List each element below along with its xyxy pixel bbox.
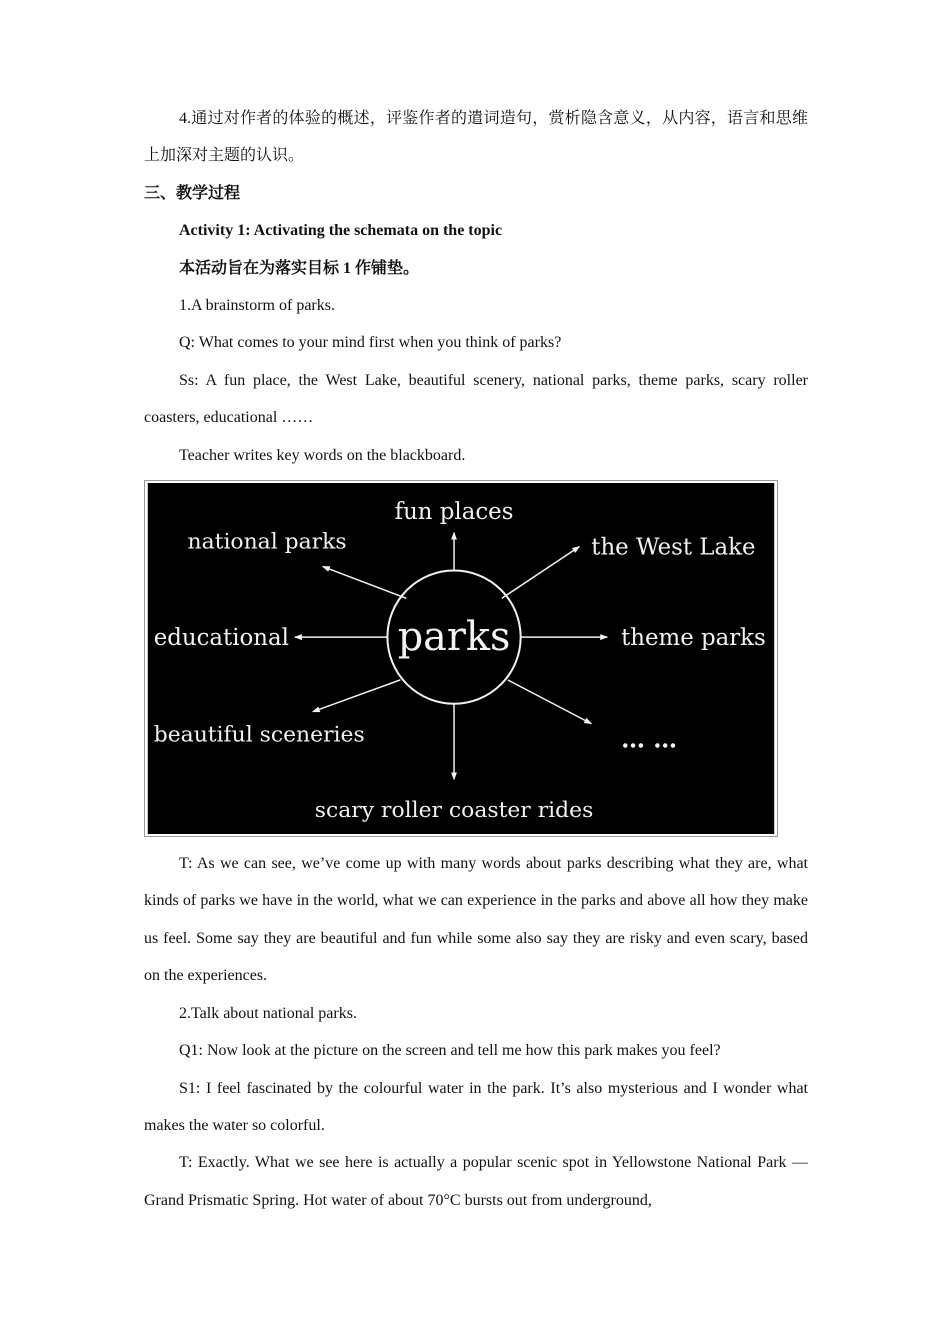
branch-top-right-label: the West Lake (591, 534, 756, 561)
teacher-yellowstone-paragraph: T: Exactly. What we see here is actually a popular scenic spot in Yellowstone National Park — Grand Prismatic Spring. Hot water of about 70°C bursts out from underground, (144, 1154, 808, 1209)
branch-bottom-right-label: … … (621, 725, 678, 754)
students-answer-paragraph: Ss: A fun place, the West Lake, beautiful scenery, national parks, theme parks, scary roller coasters, educational …… (144, 371, 808, 427)
mindmap-diagram (147, 483, 775, 834)
teacher-summary-paragraph: T: As we can see, we’ve come up with many words about parks describing what they are, what kinds of parks we have in the world, what we can experience in the parks and above all how they make us feel. Some say they are beautiful and fun while some also say they are risky and even scary, based on the experiences. (144, 855, 808, 985)
mindmap-figure (144, 480, 778, 837)
goal-4-paragraph: 4.通过对作者的体验的概述，评鉴作者的遣词造句，赏析隐含意义，从内容，语言和思维上加深对主题的认识。 (144, 110, 808, 165)
branch-bottom-left-label: beautiful sceneries (153, 722, 365, 748)
question-paragraph: Q: What comes to your mind first when you think of parks? (179, 334, 562, 352)
q1-paragraph: Q1: Now look at the picture on the screen and tell me how this park makes you feel? (179, 1042, 721, 1060)
teacher-note-paragraph: Teacher writes key words on the blackboard. (179, 446, 466, 464)
branch-right-label: theme parks (621, 625, 766, 652)
center-label: parks (397, 614, 511, 661)
branch-bottom-label: scary roller coaster rides (314, 798, 594, 824)
section-heading: 三、教学过程 (144, 184, 241, 202)
text-block-top (144, 100, 808, 474)
text-block-bottom (144, 845, 808, 1219)
document-page (144, 100, 808, 1219)
s1-paragraph: S1: I feel fascinated by the colourful water in the park. It’s also mysterious and I wonder what makes the water so colorful. (144, 1079, 808, 1134)
branch-top-left-label: national parks (187, 529, 347, 555)
talk-national-parks-paragraph: 2.Talk about national parks. (179, 1004, 357, 1022)
activity-heading: Activity 1: Activating the schemata on the topic (179, 222, 503, 240)
branch-left-label: educational (153, 625, 290, 652)
activity-aim: 本活动旨在为落实目标 1 作铺垫。 (179, 259, 420, 277)
brainstorm-paragraph: 1.A brainstorm of parks. (179, 297, 335, 315)
branch-top-label: fun places (394, 498, 514, 525)
